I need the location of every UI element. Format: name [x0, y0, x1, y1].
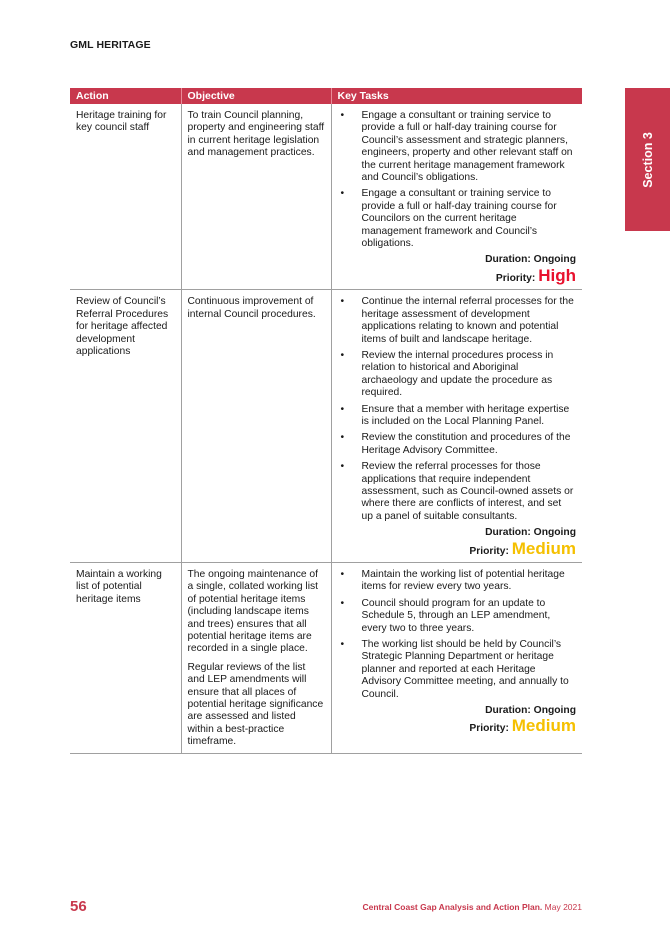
- task-list: [338, 569, 577, 701]
- table-row: [70, 290, 582, 563]
- priority-prefix: Priority:: [469, 723, 509, 735]
- task-item: • Council should program for an update to Schedule 5, through an LEP amendment, every two to three years.: [338, 598, 577, 635]
- priority-prefix: Priority:: [469, 545, 509, 557]
- duration-label: Duration: Ongoing: [485, 527, 576, 539]
- objective-cell: [181, 104, 331, 290]
- priority-prefix: Priority:: [495, 272, 536, 284]
- footer-doc-title: Central Coast Gap Analysis and Action Plan.: [362, 902, 543, 912]
- task-list: [338, 110, 577, 250]
- objective-cell: [181, 563, 331, 754]
- table-row: [70, 563, 582, 754]
- task-item: • Engage a consultant or training service to provide a full or half-day training course for Councilors on the current heritage management framework and Council’s obligations.: [338, 188, 577, 250]
- duration-label: Duration: Ongoing: [485, 254, 576, 266]
- task-item: • Review the internal procedures process in relation to historical and Aboriginal archaeology and update the procedure as required.: [338, 350, 577, 400]
- priority-label: [338, 538, 577, 558]
- objective-text: Continuous improvement of internal Council procedures.: [187, 296, 316, 320]
- column-header-objective: Objective: [181, 88, 331, 104]
- key-tasks-cell: [331, 104, 582, 290]
- action-table: [70, 88, 582, 754]
- task-item: • Continue the internal referral processes for the heritage assessment of development applications relating to known and potential items of built and landscape heritage.: [338, 296, 577, 346]
- priority-value-medium: Medium: [511, 538, 576, 558]
- table-row: [70, 104, 582, 290]
- priority-label: [338, 265, 577, 285]
- key-tasks-cell: [331, 290, 582, 563]
- table-header-row: [70, 88, 582, 104]
- objective-cell: [181, 290, 331, 563]
- column-header-key-tasks: Key Tasks: [331, 88, 582, 104]
- action-cell: Maintain a working list of potential heritage items: [70, 563, 181, 754]
- objective-text: The ongoing maintenance of a single, collated working list of potential heritage items (including landscape items and trees) ensures that all potential heritage items are recorded in a single place.: [187, 569, 319, 655]
- objective-text: To train Council planning, property and engineering staff in current heritage legislation and management practices.: [187, 110, 325, 159]
- document-header: GML HERITAGE: [70, 39, 151, 51]
- priority-label: [338, 716, 577, 736]
- task-item: • Review the referral processes for those applications that require independent assessment, such as Council-owned assets or where there are conflicts of interest, and set up a panel of suitable consultants.: [338, 461, 577, 523]
- task-item: • Ensure that a member with heritage expertise is included on the Local Planning Panel.: [338, 404, 577, 429]
- key-tasks-cell: [331, 563, 582, 754]
- footer-title: [362, 902, 582, 912]
- task-list: [338, 296, 577, 523]
- priority-value-medium: Medium: [511, 716, 576, 736]
- action-cell: Heritage training for key council staff: [70, 104, 181, 290]
- action-cell: Review of Council’s Referral Procedures for heritage affected development applications: [70, 290, 181, 563]
- duration-label: Duration: Ongoing: [485, 705, 576, 717]
- task-item: • Review the constitution and procedures of the Heritage Advisory Committee.: [338, 432, 577, 457]
- section-tab-label: Section 3: [640, 131, 655, 188]
- task-item: • Maintain the working list of potential heritage items for review every two years.: [338, 569, 577, 594]
- task-item: • The working list should be held by Council’s Strategic Planning Department or heritage planner and reported at each Heritage Advisory Committee meeting, and annually to Council.: [338, 639, 577, 701]
- page-number: 56: [70, 898, 87, 915]
- priority-value-high: High: [538, 265, 576, 285]
- objective-text: Regular reviews of the list and LEP amendments will ensure that all places of potential heritage significance are assessed and listed within a best-practice timeframe.: [187, 661, 324, 748]
- column-header-action: Action: [70, 88, 181, 104]
- footer-doc-date: May 2021: [542, 902, 582, 912]
- section-tab: [625, 88, 670, 231]
- task-item: • Engage a consultant or training service to provide a full or half-day training course for Council’s assessment and strategic planners, engineers, property and other relevant staff on the current heritage management framework and Council’s obligations.: [338, 110, 577, 184]
